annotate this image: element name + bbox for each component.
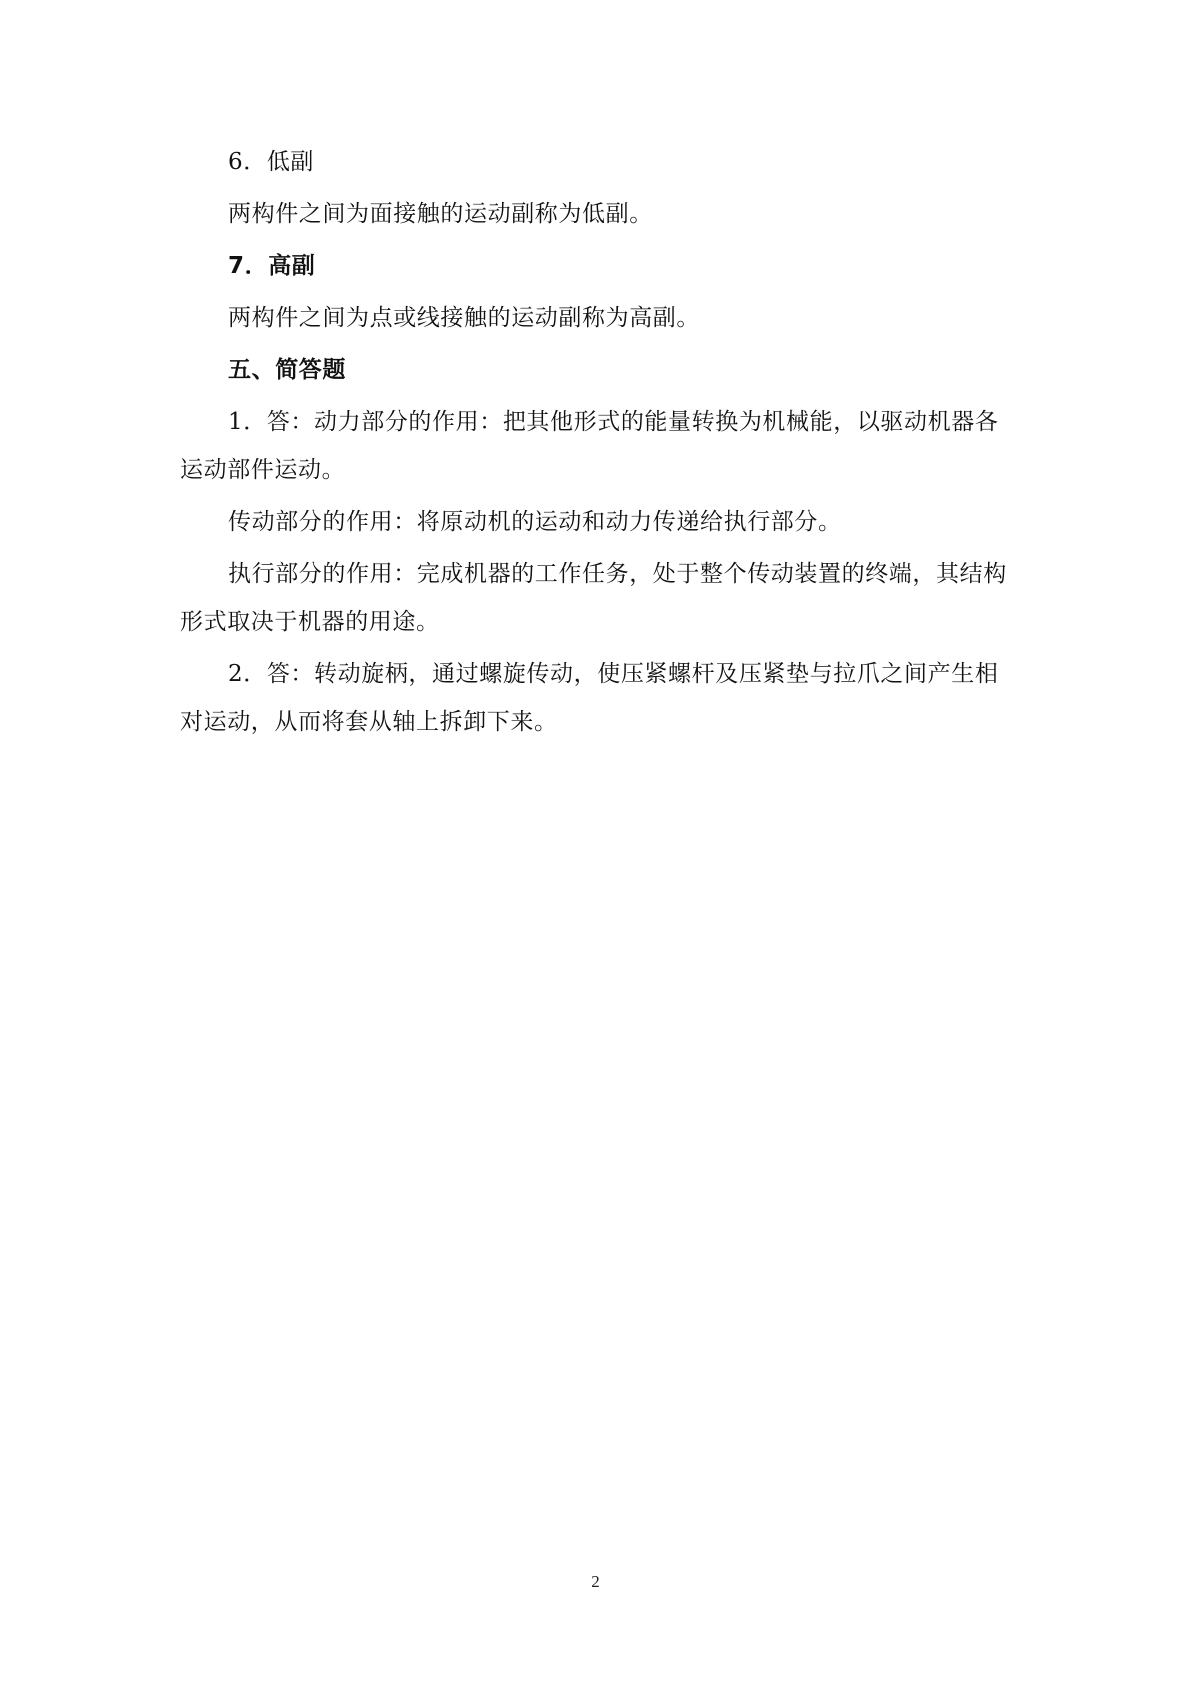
section-heading-short-answer: 五、简答题: [228, 357, 346, 383]
item-heading-high-pair: 7．高副: [228, 253, 316, 279]
definition-high-pair: 两构件之间为点或线接触的运动副称为高副。: [228, 305, 700, 331]
answer-2: 2．答：转动旋柄，通过螺旋传动，使压紧螺杆及压紧垫与拉爪之间产生相对运动，从而将套从轴上拆卸下来。: [180, 661, 999, 735]
answer-1-power-part: 1．答：动力部分的作用：把其他形式的能量转换为机械能，以驱动机器各运动部件运动。: [180, 409, 999, 483]
document-body: [180, 138, 1020, 750]
item-heading-low-pair: 6．低副: [228, 149, 315, 175]
answer-1-execution-part: 执行部分的作用：完成机器的工作任务，处于整个传动装置的终端，其结构形式取决于机器的用途。: [180, 561, 1007, 635]
answer-1-transmission-part: 传动部分的作用：将原动机的运动和动力传递给执行部分。: [228, 509, 842, 535]
definition-low-pair: 两构件之间为面接触的运动副称为低副。: [228, 201, 653, 227]
page-number: 2: [591, 1572, 600, 1591]
